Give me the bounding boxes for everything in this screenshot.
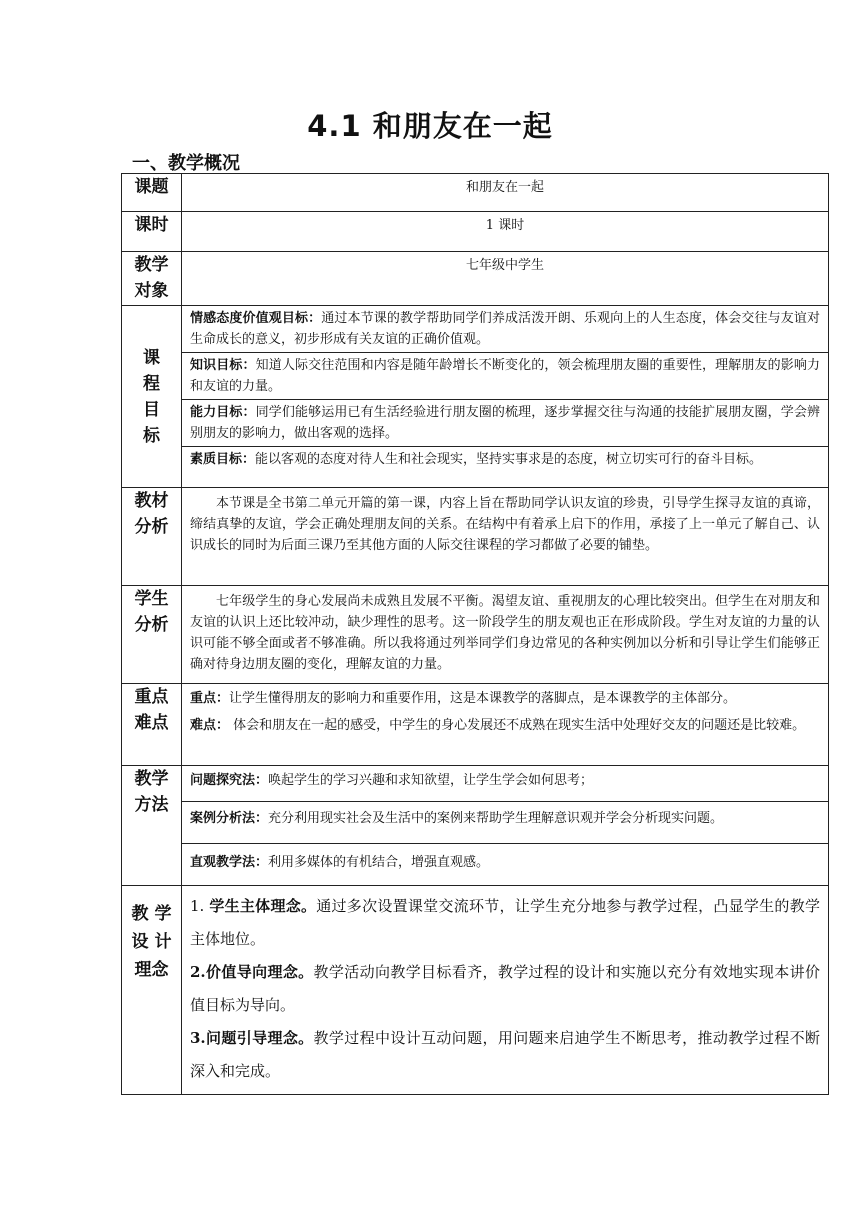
design-item-3: 3.问题引导理念。教学过程中设计互动问题，用问题来启迪学生不断思考，推动教学过程不断深入和完成。	[190, 1029, 820, 1080]
course-overview-table	[121, 173, 829, 1095]
target-value: 七年级中学生	[465, 258, 544, 273]
difficult-point: 难点： 体会和朋友在一起的感受，中学生的身心发展还不成熟在现实生活中处理好交友的问题还是比较难。	[190, 718, 806, 733]
row-student	[122, 586, 829, 684]
design-principles	[182, 886, 828, 1094]
label-design: 教 学 设 计 理念	[122, 886, 182, 1095]
row-target	[122, 252, 829, 306]
topic-value: 和朋友在一起	[465, 180, 544, 195]
design-item-1: 1. 学生主体理念。通过多次设置课堂交流环节，让学生充分地参与教学过程，凸显学生的教学主体地位。	[190, 897, 820, 948]
goal-ability: 能力目标：同学们能够运用已有生活经验进行朋友圈的梳理，逐步掌握交往与沟通的技能扩展朋友圈，学会辨别朋友的影响力，做出客观的选择。	[182, 400, 828, 447]
method-case: 案例分析法：充分利用现实社会及生活中的案例来帮助学生理解意识观并学会分析现实问题。	[182, 802, 828, 844]
row-design	[122, 886, 829, 1095]
student-text: 七年级学生的身心发展尚未成熟且发展不平衡。渴望友谊、重视朋友的心理比较突出。但学生在对朋友和友谊的认识上还比较冲动，缺少理性的思考。这一阶段学生的朋友观也正在形成阶段。学生对友谊的力量的认识可能不够全面或者不够准确。所以我将通过列举同学们身边常见的各种实例加以分析和引导让学生们能够正确对待身边朋友圈的变化，理解友谊的力量。	[190, 594, 820, 672]
method-inquiry: 问题探究法：唤起学生的学习兴趣和求知欲望，让学生学会如何思考；	[182, 766, 828, 802]
goal-emotion: 情感态度价值观目标：通过本节课的教学帮助同学们养成活泼开朗、乐观向上的人生态度，体会交往与友谊对生命成长的意义，初步形成有关友谊的正确价值观。	[182, 306, 828, 353]
method-visual: 直观教学法：利用多媒体的有机结合，增强直观感。	[190, 855, 490, 870]
label-method: 教学 方法	[122, 766, 182, 886]
label-topic: 课题	[122, 174, 182, 212]
row-goals	[122, 306, 829, 488]
row-hours	[122, 212, 829, 252]
design-item-2: 2.价值导向理念。教学活动向教学目标看齐，教学过程的设计和实施以充分有效地实现本讲价值目标为导向。	[190, 963, 820, 1014]
label-material: 教材 分析	[122, 488, 182, 586]
label-target: 教学 对象	[122, 252, 182, 306]
hours-value: 1 课时	[485, 218, 525, 233]
label-goals: 课 程 目 标	[122, 306, 182, 488]
label-hours: 课时	[122, 212, 182, 252]
material-text: 本节课是全书第二单元开篇的第一课，内容上旨在帮助同学认识友谊的珍贵，引导学生探寻友谊的真谛，缔结真挚的友谊，学会正确处理朋友间的关系。在结构中有着承上启下的作用，承接了上一单元了解自己、认识成长的同时为后面三课乃至其他方面的人际交往课程的学习都做了必要的铺垫。	[190, 496, 820, 553]
section-heading: 一、教学概况	[132, 153, 240, 174]
label-key-difficult: 重点 难点	[122, 684, 182, 766]
row-key-difficult	[122, 684, 829, 766]
row-method	[122, 766, 829, 886]
goal-quality: 素质目标：能以客观的态度对待人生和社会现实，坚持实事求是的态度，树立切实可行的奋斗目标。	[190, 452, 763, 467]
row-material	[122, 488, 829, 586]
row-topic	[122, 174, 829, 212]
goal-knowledge: 知识目标：知道人际交往范围和内容是随年龄增长不断变化的，领会梳理朋友圈的重要性，理解朋友的影响力和友谊的力量。	[182, 353, 828, 400]
key-point: 重点：让学生懂得朋友的影响力和重要作用，这是本课教学的落脚点，是本课教学的主体部分。	[190, 691, 737, 706]
label-student: 学生 分析	[122, 586, 182, 684]
page-title: 4.1 和朋友在一起	[307, 109, 553, 143]
